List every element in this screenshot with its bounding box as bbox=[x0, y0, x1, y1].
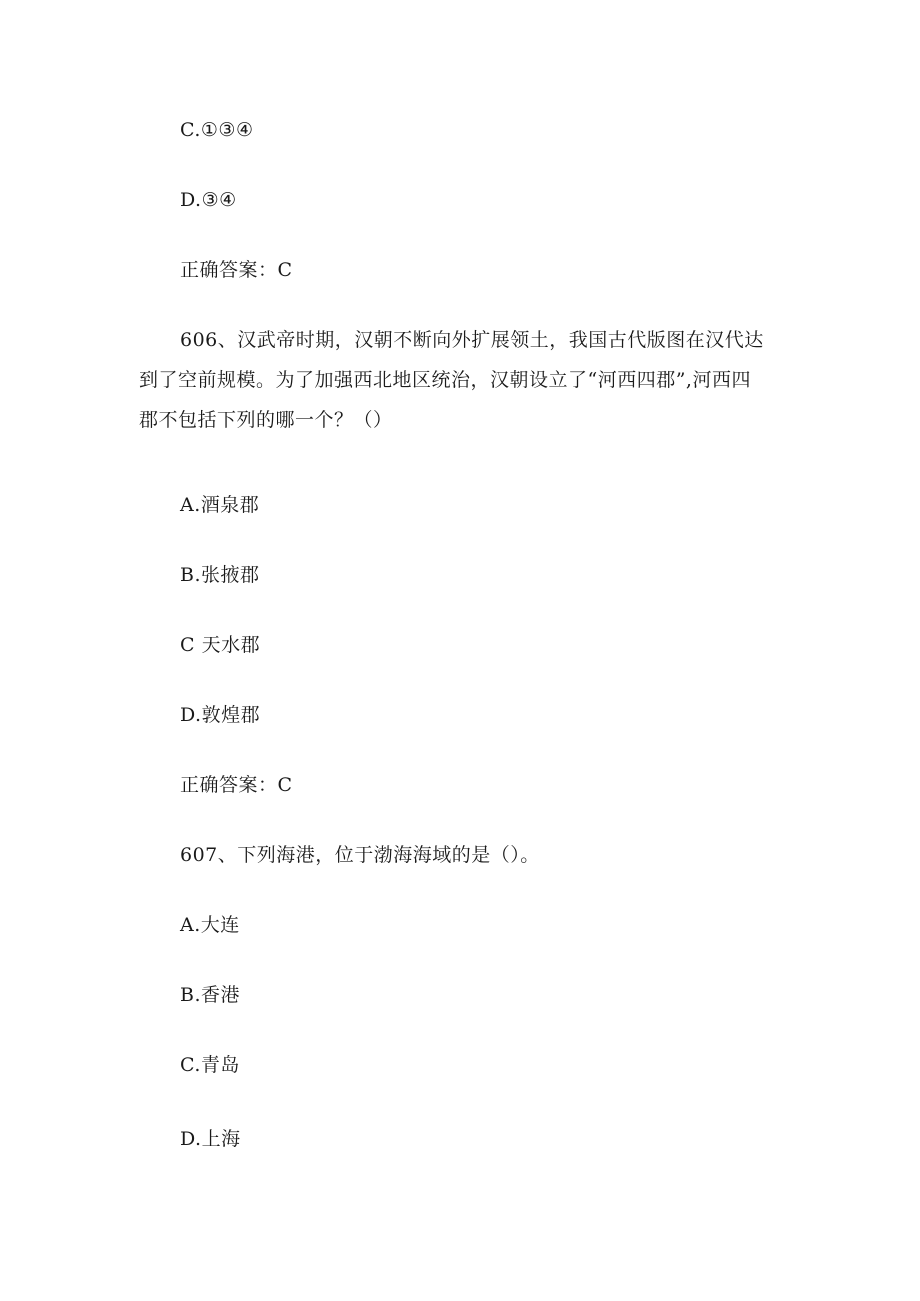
q606-stem-line2: 到了空前规模。为了加强西北地区统治，汉朝设立了“河西四郡”,河西四 bbox=[139, 369, 751, 391]
q606-option-c: C 天水郡 bbox=[180, 634, 261, 656]
q607-option-a: A.大连 bbox=[180, 914, 240, 936]
q605-answer: 正确答案：C bbox=[180, 259, 293, 281]
q607-option-c: C.青岛 bbox=[180, 1054, 240, 1076]
q605-option-d: D.③④ bbox=[180, 189, 237, 211]
q606-stem-line1: 606、汉武帝时期，汉朝不断向外扩展领土，我国古代版图在汉代达 bbox=[180, 329, 764, 351]
q607-option-d: D.上海 bbox=[180, 1128, 241, 1150]
q606-option-a: A.酒泉郡 bbox=[180, 494, 260, 516]
q605-option-c: C.①③④ bbox=[180, 119, 254, 141]
q607-option-b: B.香港 bbox=[180, 984, 241, 1006]
q606-option-b: B.张掖郡 bbox=[180, 564, 260, 586]
q607-stem: 607、下列海港，位于渤海海域的是（）。 bbox=[180, 844, 540, 866]
q606-option-d: D.敦煌郡 bbox=[180, 704, 261, 726]
q606-stem-line3: 郡不包括下列的哪一个？（） bbox=[139, 409, 393, 431]
q606-answer: 正确答案：C bbox=[180, 774, 293, 796]
